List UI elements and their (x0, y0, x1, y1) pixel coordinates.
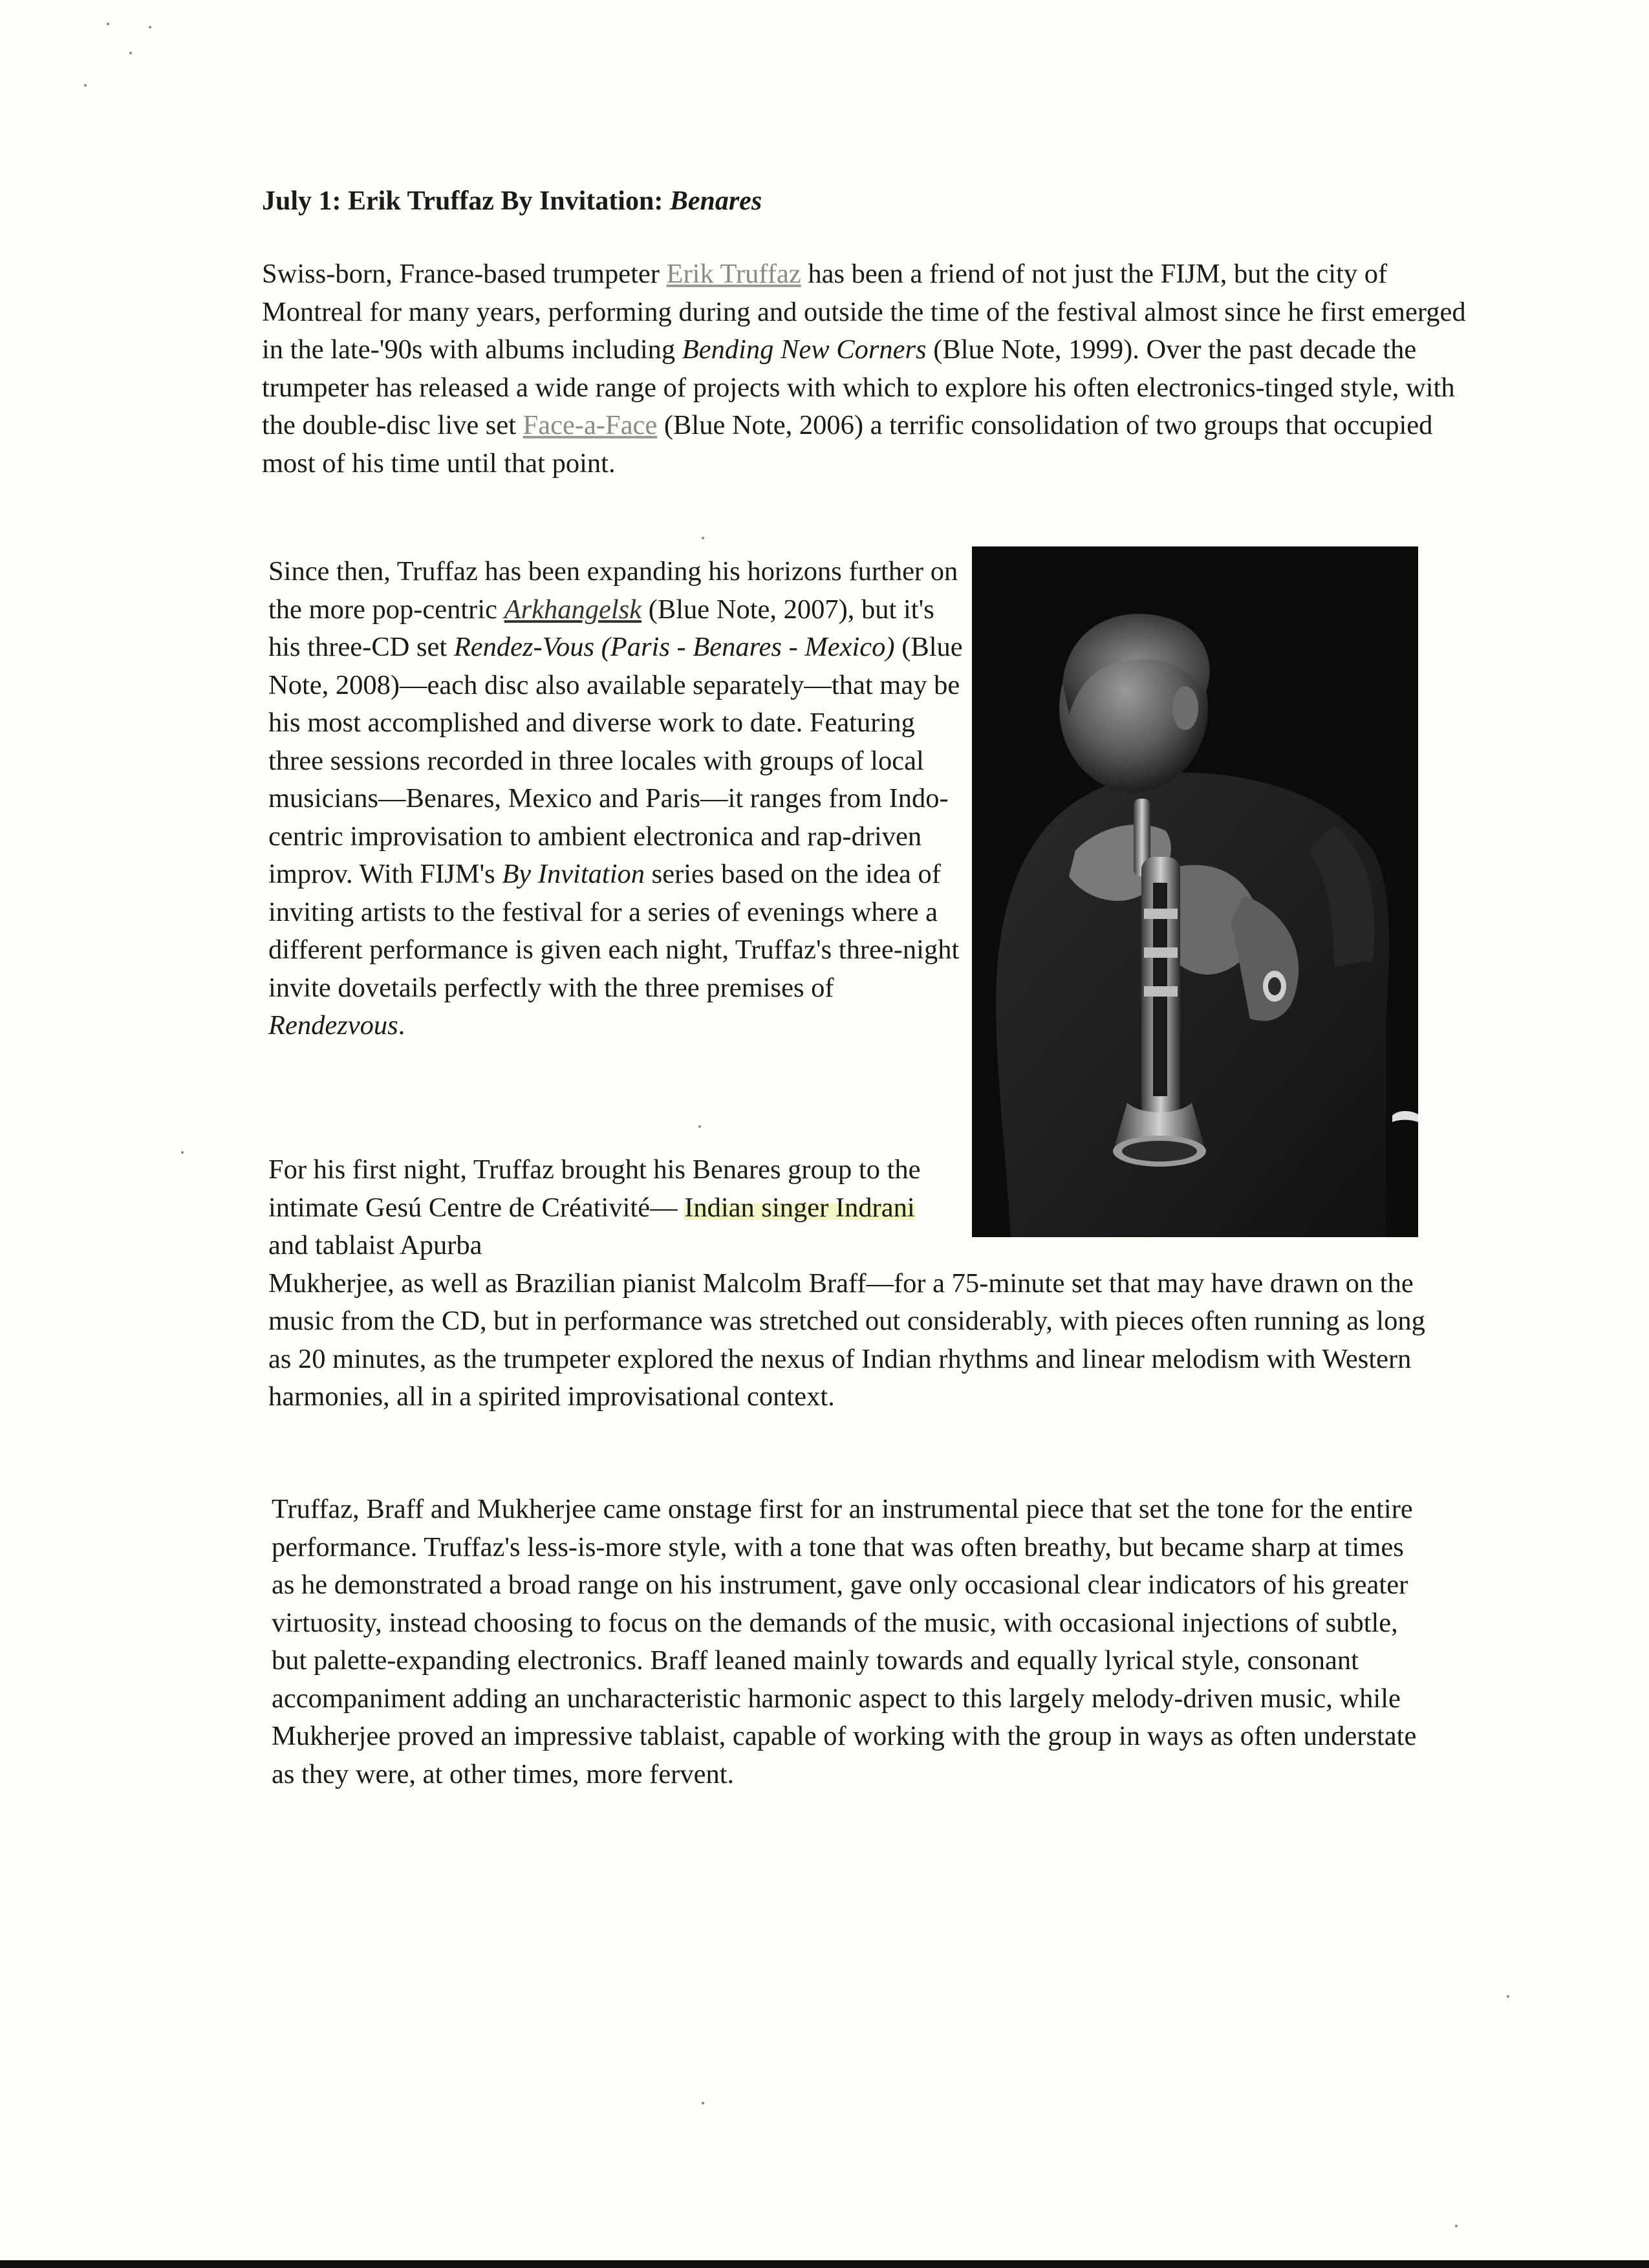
paragraph-intro (262, 255, 1491, 482)
link-arkhangelsk[interactable]: Arkhangelsk (504, 594, 642, 625)
paragraph-performance: Truffaz, Braff and Mukherjee came onstage first for an instrumental piece that set the tone for the entire performance. Truffaz's less-is-more style, with a tone that was often breathy, but became sharp at times as he demonstrated a broad range on his instrument, gave only occasional clear indicators of his greater virtuosity, instead choosing to focus on the demands of the music, with occasional injections of subtle, but palette-expanding electronics. Braff leaned mainly towards and equally lyrical style, consonant accompaniment adding an uncharacteristic harmonic aspect to this largely melody-driven music, while Mukherjee proved an impressive tablaist, capable of working with the group in ways as often understate as they were, at other times, more fervent. (272, 1494, 1417, 1789)
p3-text-3: Mukherjee, as well as Brazilian pianist Malcolm Braff—for a 75-minute set that may have drawn on the music from the CD, but in performance was stretched out considerably, with pieces often running as long as 20 minutes, as the trumpeter explored the nexus of Indian rhythms and linear melodism with Western harmonies, all in a spirited improvisational context. (268, 1268, 1425, 1412)
scan-speck (702, 537, 704, 539)
highlight-indrani: Indian singer Indrani (684, 1192, 915, 1223)
scan-speck (107, 23, 109, 25)
title-italic: Benares (669, 186, 762, 216)
trumpet-player-illustration (972, 546, 1418, 1237)
p1-text-1: Swiss-born, France-based trumpeter (262, 259, 667, 289)
paragraph-rendezvous (268, 553, 964, 1045)
title-prefix: July 1: Erik Truffaz By Invitation: (262, 186, 670, 216)
album-rendez-vous: Rendez-Vous (Paris - Benares - Mexico) (453, 632, 895, 662)
scan-speck (698, 1125, 701, 1128)
scan-speck (702, 2102, 704, 2104)
p3-text-1: For his first night, Truffaz brought his Benares group to the intimate Gesú Centre de Créativité— (268, 1154, 921, 1223)
link-erik-truffaz[interactable]: Erik Truffaz (666, 259, 801, 289)
paragraph-first-night (268, 1151, 1426, 1416)
p2-text-1: Since then, Truffaz has been expanding his horizons further on the more pop-centric (268, 556, 958, 625)
p1-text-2: has been a friend of not just the FIJM, but the city of Montreal for many years, performing during and outside the time of the festival almost since he first emerged in the late-'90s with albums including (262, 259, 1466, 365)
p1-text-3: (Blue Note, 1999). Over the past decade the trumpeter has released a wide range of projects with which to explore his often electronics-tinged style, with the double-disc live set (262, 334, 1455, 440)
p2-text-5: . (398, 1010, 405, 1041)
p3-text-2: and tablaist Apurba (268, 1230, 482, 1260)
p2-text-4: series based on the idea of inviting artists to the festival for a series of evenings where a different performance is given each night, Truffaz's three-night invite dovetails perfectly with the three premises of (268, 859, 960, 1003)
scan-bottom-edge (0, 2260, 1649, 2268)
truffaz-photo (972, 546, 1418, 1237)
article-title (262, 182, 762, 220)
scan-speck (149, 26, 151, 28)
album-bending-new-corners: Bending New Corners (682, 334, 927, 365)
series-by-invitation: By Invitation (502, 859, 645, 889)
p3-narrow-block (268, 1151, 954, 1265)
scan-speck (129, 52, 132, 54)
link-face-a-face[interactable]: Face-a-Face (523, 410, 658, 440)
scan-speck (181, 1151, 184, 1154)
album-rendezvous: Rendezvous (268, 1010, 398, 1041)
p2-text-2: (Blue Note, 2007), but it's his three-CD set (268, 594, 934, 662)
p2-text-3: (Blue Note, 2008)—each disc also available separately—that may be his most accomplished and diverse work to date. Featuring three sessions recorded in three locales with groups of local musicians—Benares, Mexico and Paris—it ranges from Indo-centric improvisation to ambient electronica and rap-driven improv. With FIJM's (268, 632, 963, 889)
scan-speck (1507, 1995, 1509, 1998)
scan-speck (1455, 2225, 1458, 2227)
p1-text-4: (Blue Note, 2006) a terrific consolidation of two groups that occupied most of his time until that point. (262, 410, 1433, 479)
scan-speck (84, 84, 87, 87)
